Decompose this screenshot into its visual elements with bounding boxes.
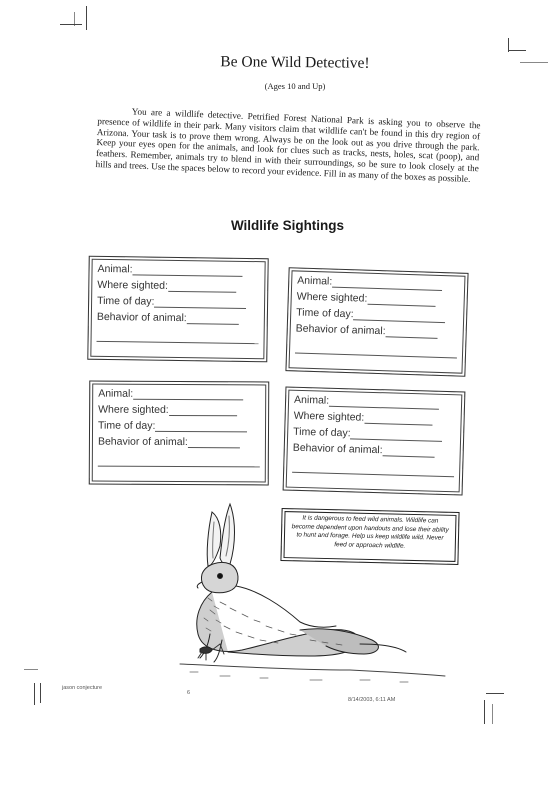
field-label-behavior: Behavior of animal: (96, 310, 187, 325)
field-label-animal: Animal: (97, 262, 133, 276)
section-heading: Wildlife Sightings (230, 218, 345, 233)
animal-line[interactable] (132, 265, 242, 277)
footer-timestamp: 8/14/2003, 6:11 AM (348, 697, 396, 703)
time-line[interactable] (353, 310, 445, 323)
behavior-line[interactable] (187, 314, 239, 325)
time-line[interactable] (350, 429, 442, 442)
field-label-behavior: Behavior of animal: (97, 435, 188, 449)
where-line[interactable] (367, 295, 435, 307)
footer-filename: jason conjecture (62, 685, 103, 691)
field-label-animal: Animal: (98, 387, 134, 400)
field-label-time: Time of day: (98, 419, 156, 432)
sighting-box (89, 381, 270, 486)
where-line[interactable] (364, 414, 432, 426)
behavior-line[interactable] (385, 327, 437, 339)
field-label-where: Where sighted: (97, 278, 169, 292)
field-label-time: Time of day: (293, 425, 351, 440)
where-line[interactable] (169, 406, 237, 416)
field-label-animal: Animal: (297, 274, 333, 288)
field-label-behavior: Behavior of animal: (292, 441, 383, 457)
field-label-where: Where sighted: (98, 403, 169, 416)
intro-paragraph: You are a wildlife detective. Petrified Forest National Park is asking you to observe the presence of wildlife in their park. Many visitors claim that wildlife can't be found in this dry region of Arizona. Your task is to prove them wrong. Always be on the look out as you drive through the park. Keep your eyes open for the animals, and look for clues such as tracks, nests, holes, scat (poop), and feathers. Remember, animals try to blend in with their surroundings, so be sure to look closely at the hills and trees. Use the spaces below to record your evidence. Fill in as many of the boxes as possible. (95, 106, 481, 184)
page-subtitle: (Ages 10 and Up) (264, 81, 326, 91)
field-label-time: Time of day: (97, 294, 155, 308)
sighting-box (285, 267, 468, 377)
behavior-line[interactable] (98, 452, 260, 468)
page-title: Be One Wild Detective! (220, 53, 370, 72)
field-label-behavior: Behavior of animal: (295, 322, 386, 338)
field-label-time: Time of day: (296, 306, 354, 321)
where-line[interactable] (168, 282, 236, 293)
field-label-where: Where sighted: (293, 409, 365, 424)
animal-line[interactable] (133, 390, 243, 401)
wildlife-notice: It is dangerous to feed wild animals. Wildlife can become dependent upon handouts and lose their ability to hunt and forage. Help us keep wildlife wild. Never feed or approach wildlife. (280, 508, 459, 565)
behavior-line[interactable] (188, 438, 240, 448)
behavior-line[interactable] (97, 327, 259, 344)
time-line[interactable] (155, 422, 247, 432)
field-label-where: Where sighted: (296, 290, 368, 305)
sighting-box (87, 256, 268, 363)
time-line[interactable] (154, 298, 246, 309)
animal-line[interactable] (329, 397, 439, 410)
footer-page-number: 6 (187, 690, 191, 696)
behavior-line[interactable] (292, 458, 454, 478)
behavior-line[interactable] (382, 446, 434, 457)
field-label-animal: Animal: (293, 393, 330, 407)
sighting-box (283, 387, 466, 496)
animal-line[interactable] (332, 278, 442, 291)
